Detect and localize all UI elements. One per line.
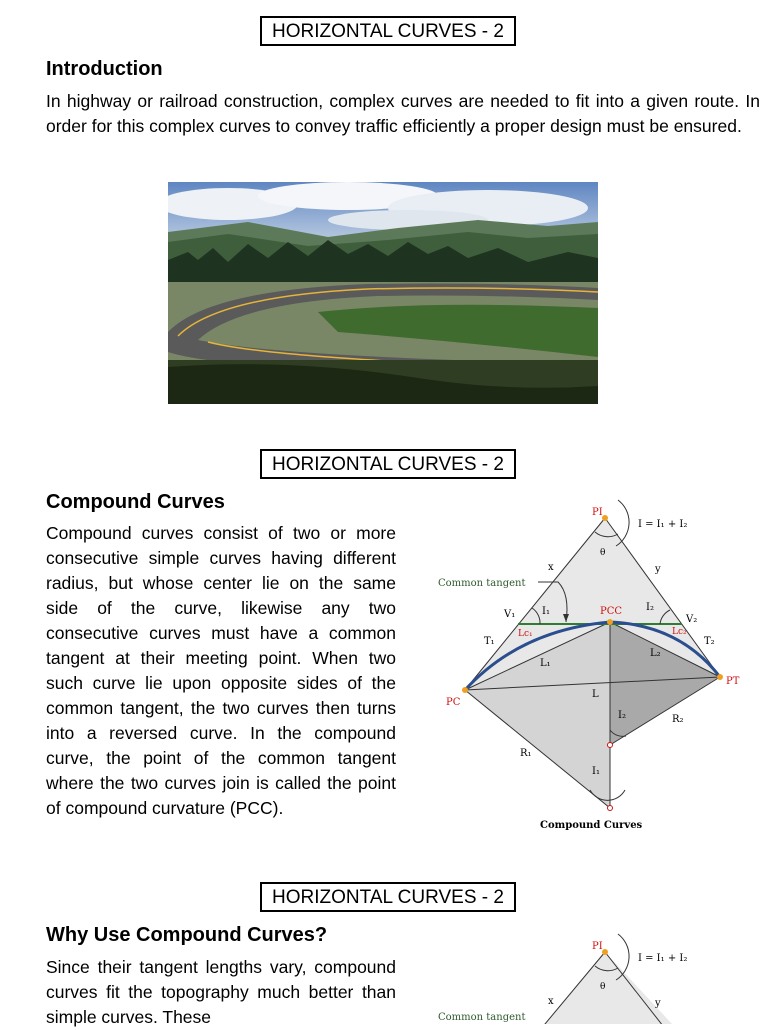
lc2-label: Lc₂ (672, 627, 687, 637)
t2-label: T₂ (704, 636, 715, 647)
lc1-label: Lc₁ (518, 629, 533, 639)
slide-title: HORIZONTAL CURVES - 2 (260, 449, 516, 479)
section-heading: Introduction (46, 58, 163, 80)
equation-label: I = I₁ + I₂ (638, 953, 688, 964)
slide-title: HORIZONTAL CURVES - 2 (260, 882, 516, 912)
x-label: x (548, 996, 554, 1007)
pi-label: PI (592, 507, 603, 518)
r2-label: R₂ (672, 714, 684, 725)
equation-label: I = I₁ + I₂ (638, 519, 688, 530)
pc-label: PC (446, 697, 461, 708)
i2-label: I₂ (646, 602, 654, 613)
l-label: L (592, 689, 599, 700)
compound-curves-paragraph: Compound curves consist of two or more consecutive simple curves having different radius, but whose center lie on the same side of the curve, likewise any two consecutive curves must have a common tangent at their meeting point. When two such curve lie upon opposite sides of the common tangent, the two curves then turns into a reversed curve. In the compound curve, the point of the common tangent where the two curves join is called the point of compound curvature (PCC). (46, 523, 396, 818)
compound-curve-diagram-partial (420, 924, 760, 1024)
y-label: y (655, 998, 661, 1009)
road-landscape-image (168, 182, 598, 404)
common-tangent-label: Common tangent (438, 578, 526, 589)
t1-label: T₁ (484, 636, 495, 647)
r1-label: R₁ (520, 748, 532, 759)
theta-label: θ (600, 982, 606, 992)
road-photo (168, 182, 598, 404)
diagram-caption: Compound Curves (540, 820, 643, 831)
i1-angle-label: I₁ (592, 766, 600, 777)
common-tangent-label: Common tangent (438, 1012, 526, 1023)
i1-label: I₁ (542, 606, 550, 617)
pcc-label: PCC (600, 606, 623, 617)
slide-title: HORIZONTAL CURVES - 2 (260, 16, 516, 46)
l1-label: L₁ (540, 658, 551, 669)
x-label: x (548, 562, 554, 573)
v2-label: V₂ (686, 614, 698, 625)
pi-label: PI (592, 941, 603, 952)
theta-label: θ (600, 548, 606, 558)
v1-label: V₁ (504, 609, 516, 620)
section-heading: Compound Curves (46, 491, 225, 513)
l2-label: L₂ (650, 648, 661, 659)
intro-paragraph: In highway or railroad construction, complex curves are needed to fit into a given route. In order for this complex curves to convey traffic efficiently a proper design must be ensured. (46, 91, 760, 136)
compound-curve-diagram (420, 490, 760, 840)
pt-label: PT (726, 676, 740, 687)
section-heading: Why Use Compound Curves? (46, 924, 328, 946)
y-label: y (655, 564, 661, 575)
why-compound-paragraph: Since their tangent lengths vary, compound curves fit the topography much better than simple curves. These (46, 957, 396, 1027)
i2-angle-label: I₂ (618, 710, 626, 721)
